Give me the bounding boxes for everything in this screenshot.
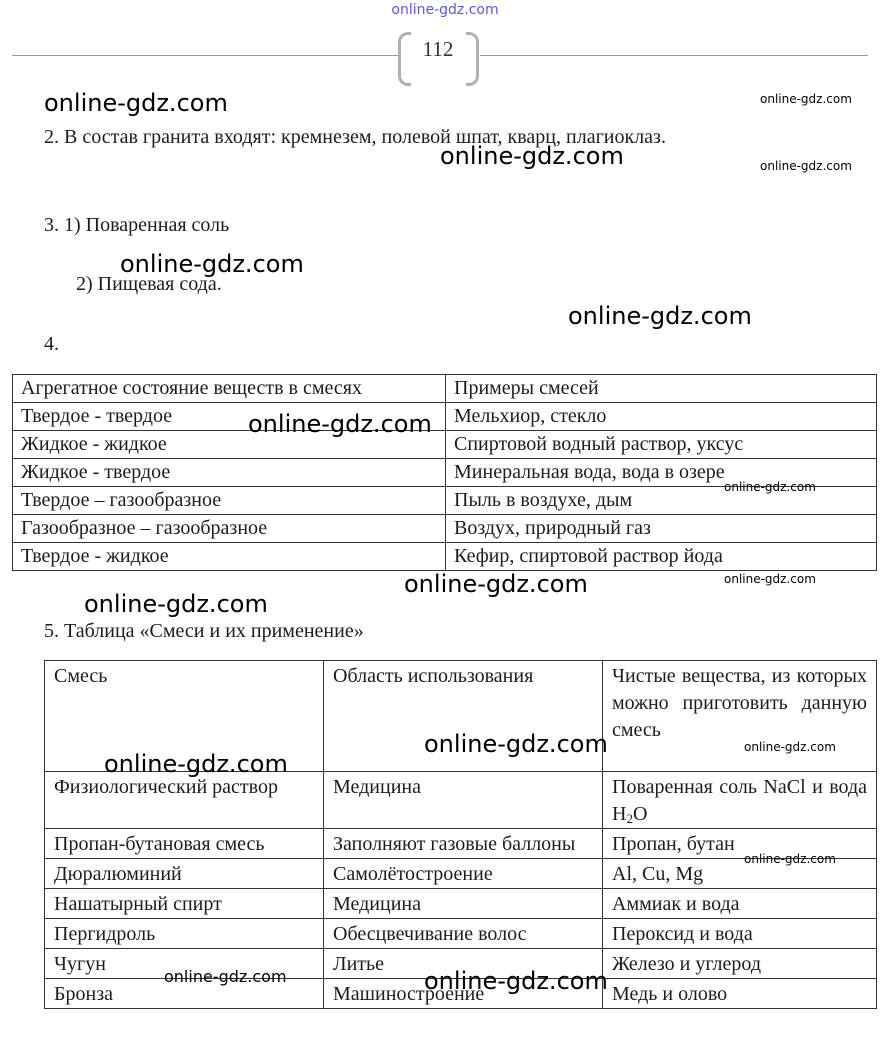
watermark: online-gdz.com (404, 570, 588, 598)
watermark: online-gdz.com (84, 590, 268, 618)
watermark: online-gdz.com (104, 750, 288, 778)
table-cell: Физиологический раствор (45, 772, 324, 829)
table-header-cell: Агрегатное состояние веществ в смесях (13, 375, 446, 403)
table-cell: Пропан, бутан (603, 829, 877, 859)
mixtures-state-table (12, 374, 877, 571)
table-cell: Al, Cu, Mg (603, 859, 877, 889)
table-header-cell: Область использования (324, 661, 603, 772)
table-header-cell: Чистые вещества, из которых можно приготовить данную смесь (603, 661, 877, 772)
table-row (13, 403, 877, 431)
answer-5-title: 5. Таблица «Смеси и их применение» (44, 620, 364, 642)
table-cell: Жидкое - жидкое (13, 431, 446, 459)
table-cell (603, 772, 877, 829)
water-formula-text: Поваренная соль NaCl и вода H (612, 776, 867, 825)
table-row (13, 515, 877, 543)
watermark: online-gdz.com (248, 410, 432, 438)
table-cell: Кефир, спиртовой раствор йода (446, 543, 877, 571)
answer-2: 2. В состав гранита входят: кремнезем, полевой шпат, кварц, плагиоклаз. (44, 126, 666, 148)
watermark: online-gdz.com (760, 92, 852, 106)
mixtures-usage-table (44, 660, 877, 1009)
table-cell: Пероксид и вода (603, 919, 877, 949)
table-cell: Пергидроль (45, 919, 324, 949)
water-formula-subscript: 2 (626, 811, 633, 826)
watermark: online-gdz.com (760, 159, 852, 173)
table-cell: Машиностроение (324, 979, 603, 1009)
table-cell: Твердое - твердое (13, 403, 446, 431)
table-cell: Обесцвечивание волос (324, 919, 603, 949)
watermark: online-gdz.com (744, 852, 836, 866)
table-cell: Медицина (324, 889, 603, 919)
answer-4-label: 4. (44, 333, 59, 355)
table-cell: Нашатырный спирт (45, 889, 324, 919)
table-cell: Аммиак и вода (603, 889, 877, 919)
table-cell: Литье (324, 949, 603, 979)
watermark: online-gdz.com (724, 572, 816, 586)
watermark: online-gdz.com (568, 302, 752, 330)
table-cell: Медь и олово (603, 979, 877, 1009)
table-row (45, 772, 877, 829)
watermark: online-gdz.com (744, 740, 836, 754)
watermark: online-gdz.com (164, 967, 287, 986)
table-row (13, 543, 877, 571)
table-cell: Бронза (45, 979, 324, 1009)
page-number-bracket-right (466, 32, 479, 86)
table-header-cell: Примеры смесей (446, 375, 877, 403)
table-header-row (13, 375, 877, 403)
table-cell: Пыль в воздухе, дым (446, 487, 877, 515)
table-row (13, 431, 877, 459)
watermark: online-gdz.com (724, 480, 816, 494)
table-cell: Заполняют газовые баллоны (324, 829, 603, 859)
answer-3-1: 3. 1) Поваренная соль (44, 214, 230, 236)
watermark: online-gdz.com (440, 142, 624, 170)
table-cell: Мельхиор, стекло (446, 403, 877, 431)
table-cell: Воздух, природный газ (446, 515, 877, 543)
table-cell: Газообразное – газообразное (13, 515, 446, 543)
table-cell: Жидкое - твердое (13, 459, 446, 487)
watermark: online-gdz.com (44, 89, 228, 117)
header-rule-right (480, 55, 868, 56)
table-row (45, 919, 877, 949)
watermark: online-gdz.com (424, 967, 608, 995)
table-cell: Пропан-бутановая смесь (45, 829, 324, 859)
header-rule-left (12, 55, 400, 56)
watermark: online-gdz.com (120, 250, 304, 278)
table-cell: Железо и углерод (603, 949, 877, 979)
answer-3-2: 2) Пищевая сода. (76, 273, 222, 295)
table-cell: Самолётостроение (324, 859, 603, 889)
table-cell: Спиртовой водный раствор, уксус (446, 431, 877, 459)
table-cell: Твердое – газообразное (13, 487, 446, 515)
page-number: 112 (422, 37, 454, 61)
table-header-cell: Смесь (45, 661, 324, 772)
table-cell: Минеральная вода, вода в озере (446, 459, 877, 487)
table-cell: Твердое - жидкое (13, 543, 446, 571)
top-watermark: online-gdz.com (391, 2, 499, 18)
table-cell: Чугун (45, 949, 324, 979)
table-cell: Дюралюминий (45, 859, 324, 889)
watermark: online-gdz.com (424, 730, 608, 758)
water-formula-tail: O (632, 803, 648, 825)
table-row (45, 889, 877, 919)
table-cell: Медицина (324, 772, 603, 829)
